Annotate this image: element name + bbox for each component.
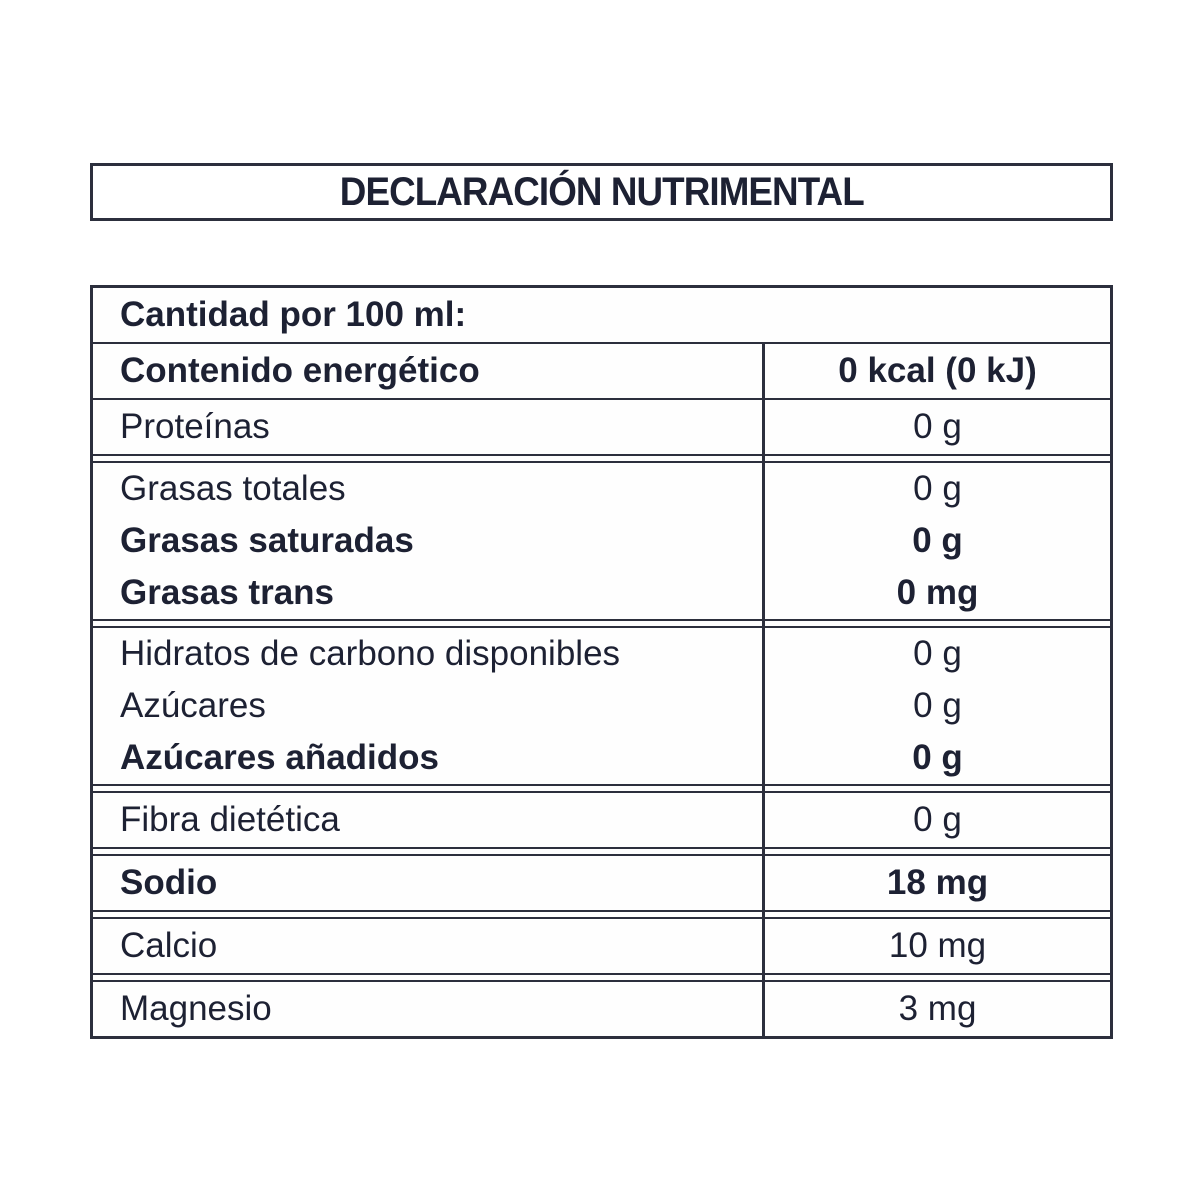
row-value: 3 mg xyxy=(898,988,977,1028)
row-label: Contenido energético xyxy=(120,350,480,390)
row-value: 0 g xyxy=(913,685,962,725)
row-label: Azúcares xyxy=(120,685,266,725)
row-label: Cantidad por 100 ml: xyxy=(120,294,467,334)
row-value: 0 g xyxy=(912,737,963,777)
nutrition-table xyxy=(90,285,1113,1039)
row-label: Fibra dietética xyxy=(120,799,340,839)
row-label: Sodio xyxy=(120,862,218,902)
row-value: 0 g xyxy=(913,799,962,839)
row-label: Magnesio xyxy=(120,988,272,1028)
section-grasas xyxy=(93,461,1110,621)
row-value: 0 mg xyxy=(896,572,979,612)
section-fibra xyxy=(93,791,1110,849)
row-label: Grasas totales xyxy=(120,468,346,508)
nutrition-label xyxy=(90,163,1113,1039)
row-azucares xyxy=(93,680,1110,732)
row-calcio xyxy=(93,919,1110,973)
row-value: 0 g xyxy=(913,633,962,673)
row-grasas-trans xyxy=(93,567,1110,619)
section-calcio xyxy=(93,917,1110,975)
row-value: 10 mg xyxy=(888,925,987,965)
row-hidratos-carbono xyxy=(93,628,1110,680)
section-header xyxy=(93,288,1110,456)
row-label: Grasas saturadas xyxy=(120,520,414,560)
row-value: 0 g xyxy=(912,520,963,560)
row-label: Calcio xyxy=(120,925,218,965)
row-value: 0 g xyxy=(913,406,962,446)
row-label: Grasas trans xyxy=(120,572,335,612)
column-divider xyxy=(762,344,765,1036)
row-magnesio xyxy=(93,982,1110,1036)
row-grasas-saturadas xyxy=(93,515,1110,567)
row-fibra-dietetica xyxy=(93,793,1110,847)
row-cantidad xyxy=(93,288,1110,344)
row-label: Proteínas xyxy=(120,406,270,446)
title-box xyxy=(90,163,1113,221)
row-grasas-totales xyxy=(93,463,1110,515)
row-sodio xyxy=(93,856,1110,910)
row-label: Hidratos de carbono disponibles xyxy=(120,633,621,673)
row-value: 0 kcal (0 kJ) xyxy=(838,350,1037,390)
row-value: 18 mg xyxy=(886,862,989,902)
row-label: Azúcares añadidos xyxy=(120,737,439,777)
row-value: 0 g xyxy=(913,468,962,508)
section-magnesio xyxy=(93,980,1110,1036)
section-sodio xyxy=(93,854,1110,912)
page-title: DECLARACIÓN NUTRIMENTAL xyxy=(339,169,864,214)
row-proteinas xyxy=(93,400,1110,454)
row-azucares-anadidos xyxy=(93,732,1110,784)
row-contenido-energetico xyxy=(93,344,1110,400)
section-hidratos xyxy=(93,626,1110,786)
